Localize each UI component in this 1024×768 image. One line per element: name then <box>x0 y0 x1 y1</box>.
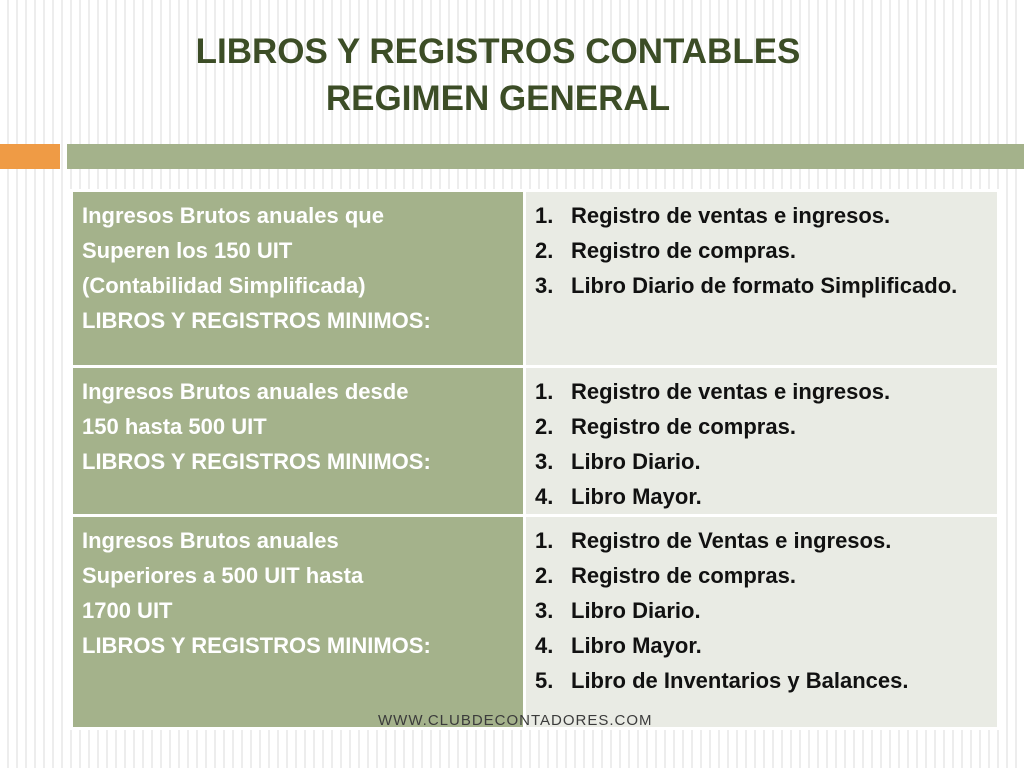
list-item-text: Libro Diario de formato Simplificado. <box>571 273 958 298</box>
criteria-line: Superiores a 500 UIT hasta <box>82 563 364 588</box>
list-item <box>535 409 988 444</box>
accent-bar-green <box>67 144 1024 169</box>
criteria-line: Superen los 150 UIT <box>82 238 293 263</box>
criteria-cell <box>72 516 525 729</box>
list-item-text: Registro de Ventas e ingresos. <box>571 528 892 553</box>
criteria-line: 150 hasta 500 UIT <box>82 414 267 439</box>
website-footer: WWW.CLUBDECONTADORES.COM <box>378 712 653 729</box>
books-cell <box>525 516 999 729</box>
list-item-number: 1. <box>535 528 554 553</box>
list-item-number: 3. <box>535 598 554 623</box>
list-item-text: Registro de compras. <box>571 238 796 263</box>
books-list <box>535 374 988 514</box>
criteria-line: 1700 UIT <box>82 598 173 623</box>
list-item <box>535 479 988 514</box>
books-list <box>535 523 988 698</box>
list-item-number: 1. <box>535 203 554 228</box>
list-item-number: 1. <box>535 379 554 404</box>
list-item-text: Libro Mayor. <box>571 484 702 509</box>
list-item <box>535 523 988 558</box>
list-item <box>535 663 988 698</box>
table-row <box>72 367 999 516</box>
list-item-text: Registro de ventas e ingresos. <box>571 379 891 404</box>
list-item-text: Registro de ventas e ingresos. <box>571 203 891 228</box>
list-item <box>535 558 988 593</box>
criteria-line: Ingresos Brutos anuales desde <box>82 379 409 404</box>
list-item-number: 4. <box>535 633 554 658</box>
table-row <box>72 516 999 729</box>
list-item-number: 2. <box>535 238 554 263</box>
list-item-number: 4. <box>535 484 554 509</box>
books-cell <box>525 191 999 367</box>
books-list <box>535 198 988 303</box>
list-item <box>535 374 988 409</box>
list-item-number: 2. <box>535 563 554 588</box>
list-item-number: 5. <box>535 668 554 693</box>
list-item <box>535 198 988 233</box>
list-item-text: Libro Diario. <box>571 449 701 474</box>
list-item-text: Libro Diario. <box>571 598 701 623</box>
list-item-text: Libro Mayor. <box>571 633 702 658</box>
criteria-line: Ingresos Brutos anuales <box>82 528 339 553</box>
criteria-cell <box>72 367 525 516</box>
list-item-number: 3. <box>535 273 554 298</box>
criteria-line: LIBROS Y REGISTROS MINIMOS: <box>82 633 431 658</box>
criteria-line: LIBROS Y REGISTROS MINIMOS: <box>82 449 431 474</box>
criteria-cell <box>72 191 525 367</box>
list-item <box>535 593 988 628</box>
list-item <box>535 268 988 303</box>
slide-title-line-1: LIBROS Y REGISTROS CONTABLES <box>195 32 801 71</box>
criteria-line: (Contabilidad Simplificada) <box>82 273 366 298</box>
books-cell <box>525 367 999 516</box>
list-item-number: 2. <box>535 414 554 439</box>
list-item-text: Libro de Inventarios y Balances. <box>571 668 909 693</box>
list-item <box>535 444 988 479</box>
table-row <box>72 191 999 367</box>
criteria-line: LIBROS Y REGISTROS MINIMOS: <box>82 308 431 333</box>
criteria-line: Ingresos Brutos anuales que <box>82 203 384 228</box>
accent-bar-orange <box>0 144 60 169</box>
books-table <box>70 189 1000 730</box>
slide-title <box>100 28 896 122</box>
slide-title-line-2: REGIMEN GENERAL <box>325 79 671 118</box>
list-item-number: 3. <box>535 449 554 474</box>
list-item <box>535 628 988 663</box>
list-item-text: Registro de compras. <box>571 414 796 439</box>
list-item-text: Registro de compras. <box>571 563 796 588</box>
list-item <box>535 233 988 268</box>
